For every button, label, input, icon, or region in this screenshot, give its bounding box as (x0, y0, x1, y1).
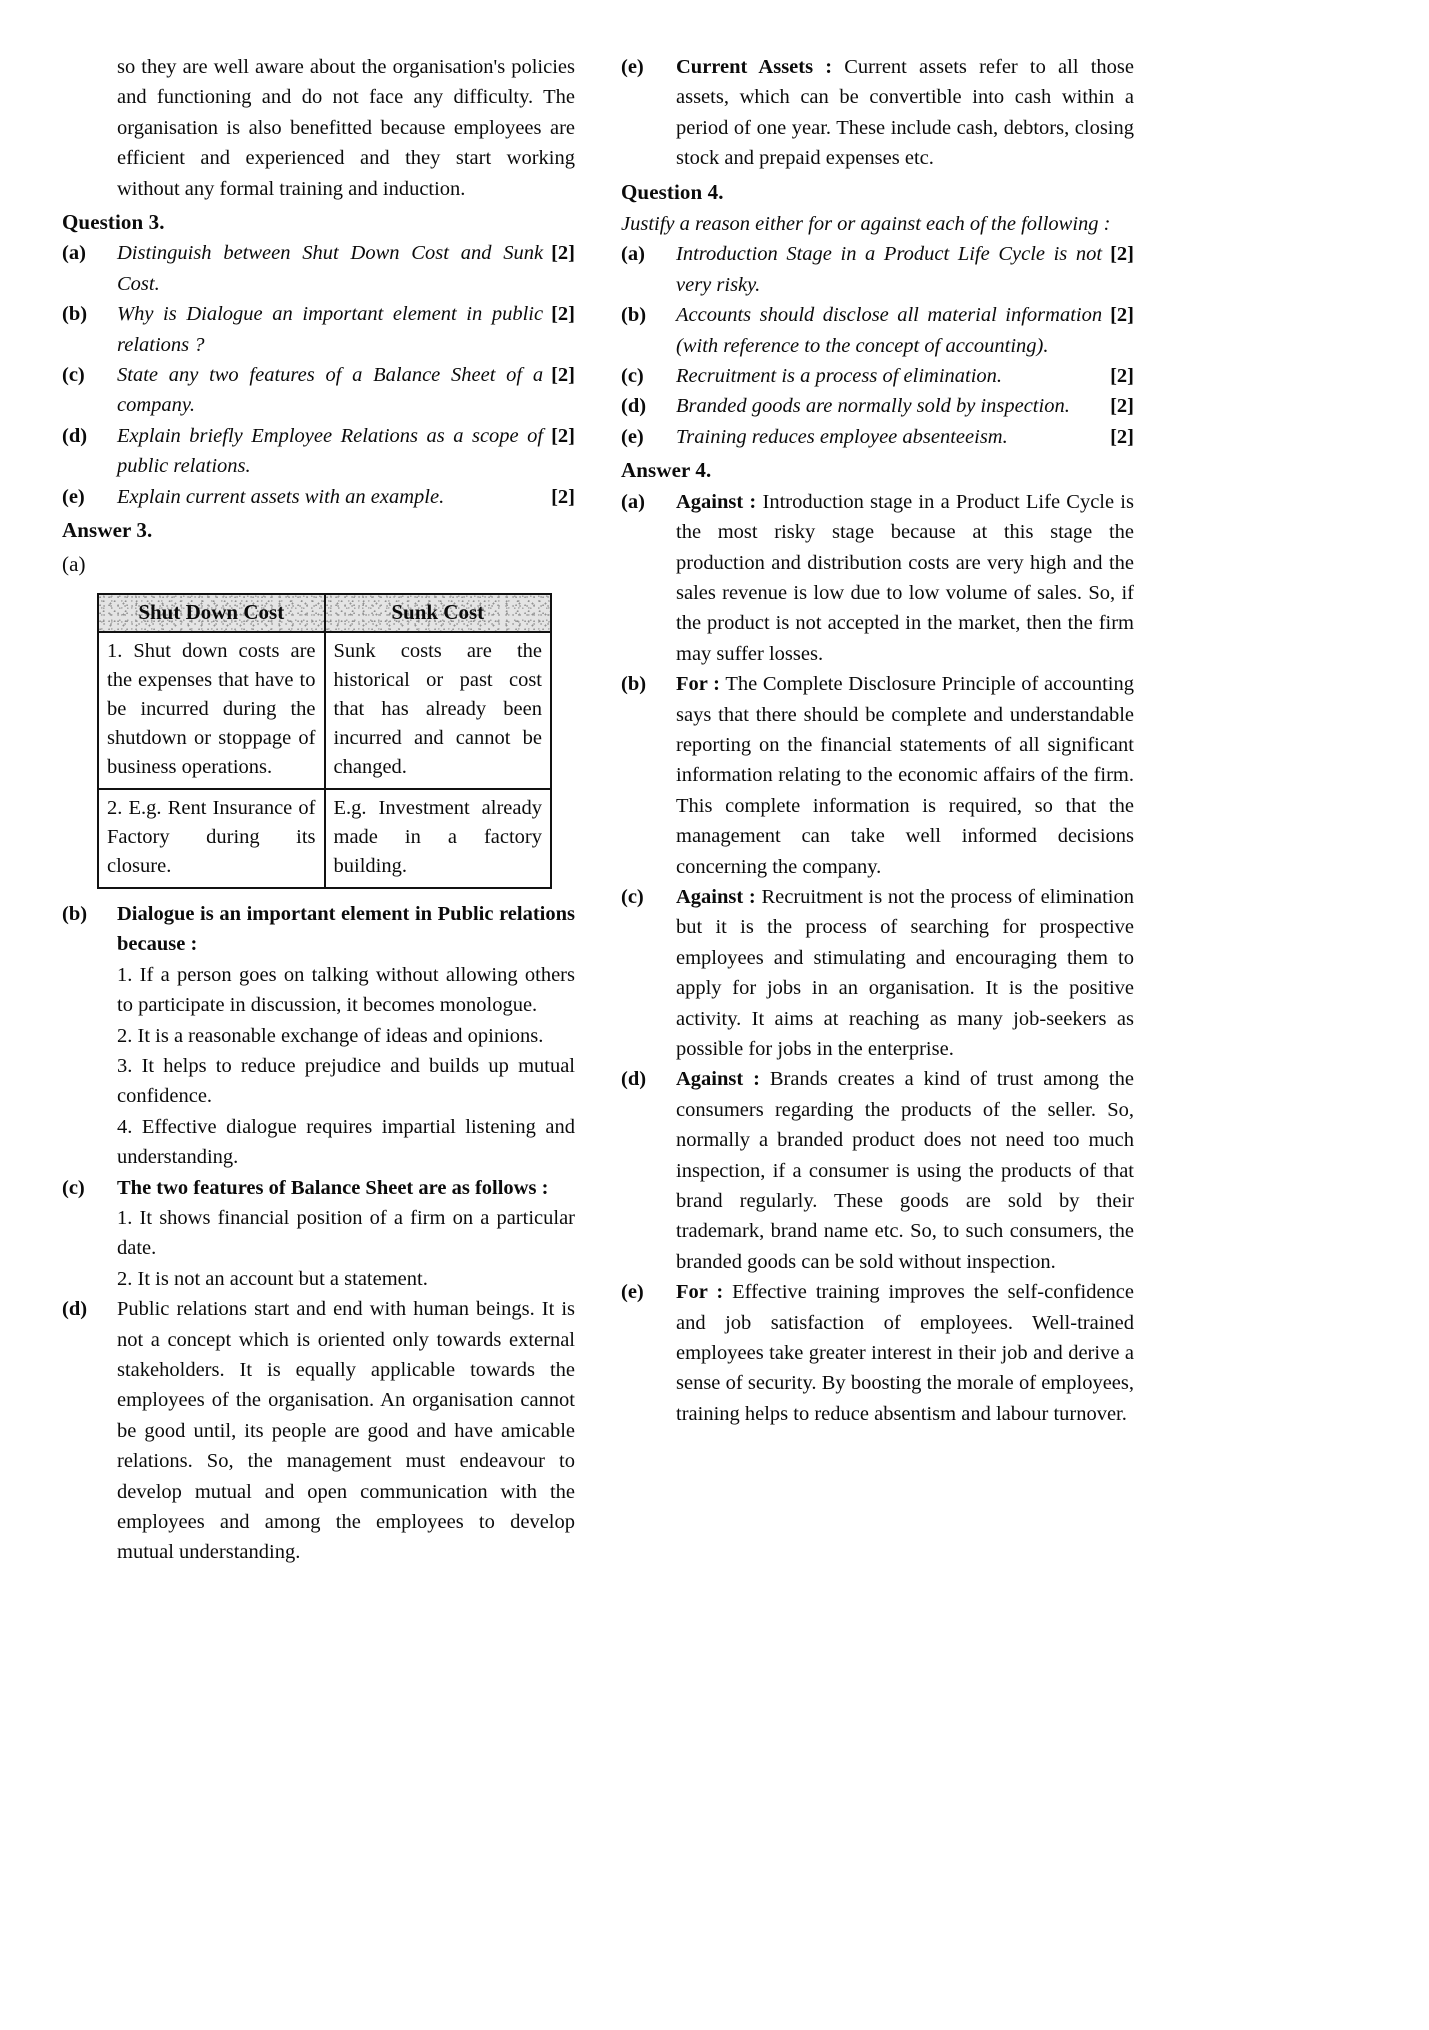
marks-badge: [2] (1110, 365, 1134, 388)
table-cell: 1. Shut down costs are the expenses that have to be incurred during the shutdown or stoppage of business operations. (98, 632, 325, 789)
question-3-heading: Question 3. (62, 210, 165, 235)
marks-badge: [2] (551, 303, 575, 326)
shut-down-vs-sunk-cost-table (97, 593, 552, 889)
marks-badge: [2] (1110, 304, 1134, 327)
table-cell: Sunk costs are the historical or past cost that has already been incurred and cannot be changed. (325, 632, 552, 789)
table-cell: E.g. Investment already made in a factory building. (325, 789, 552, 888)
answer-3-b-points (62, 960, 575, 1173)
item-text (676, 487, 1134, 669)
item-label: (d) (62, 1298, 88, 1321)
item-text (117, 299, 575, 360)
answer-3-d (62, 1294, 575, 1568)
answer-3-d-text: Public relations start and end with human beings. It is not a concept which is oriented only towards external stakeholders. It is equally applicable towards the employees of the organisation. An organisation cannot be good until, its people are good and have amicable relations. So, the management must endeavour to develop mutual and open communication with the employees and among the employees to develop mutual understanding. (117, 1298, 575, 1564)
item-text (117, 482, 575, 512)
answer-4-item-c (621, 882, 1134, 1064)
item-text (676, 1064, 1134, 1277)
answer-3-c-heading: The two features of Balance Sheet are as follows : (117, 1176, 549, 1199)
comparison-table-wrapper (62, 593, 575, 889)
answer-3-a-label: (a) (62, 551, 86, 576)
table-header-row (98, 594, 551, 632)
item-label: (d) (621, 395, 647, 418)
spacer (62, 889, 575, 899)
answer-verdict: Against : (676, 1068, 760, 1091)
item-text (676, 669, 1134, 882)
item-body-text: Accounts should disclose all material information (with reference to the concept of accounting). (676, 304, 1103, 357)
item-label: (e) (621, 1281, 644, 1304)
list-item: 3. It helps to reduce prejudice and builds up mutual confidence. (117, 1054, 575, 1108)
answer-2-e (621, 52, 1134, 174)
item-body-text: Why is Dialogue an important element in public relations ? (117, 303, 544, 356)
item-label: (e) (62, 485, 85, 508)
question-4-item-c (621, 361, 1134, 391)
marks-badge: [2] (551, 485, 575, 508)
list-item: 1. If a person goes on talking without allowing others to participate in discussion, it becomes monologue. (117, 963, 575, 1017)
item-label: (b) (621, 304, 647, 327)
item-body-text: Explain current assets with an example. (117, 485, 445, 508)
item-text (676, 422, 1134, 452)
item-label: (e) (621, 56, 644, 78)
answer-2-e-text (676, 52, 1134, 174)
item-label: (a) (621, 490, 645, 513)
answer-verdict: Against : (676, 490, 757, 513)
answer-3-c (62, 1173, 575, 1203)
answer-verdict: For : (676, 1281, 724, 1304)
answer-3-c-points (62, 1203, 575, 1294)
list-item: 2. It is a reasonable exchange of ideas and opinions. (117, 1024, 544, 1047)
table-header-sunk-cost: Sunk Cost (325, 594, 552, 632)
item-text (117, 238, 575, 299)
list-item: 1. It shows financial position of a firm on a particular date. (117, 1206, 575, 1260)
question-3-item-e (62, 482, 575, 512)
item-label: (a) (62, 242, 86, 265)
answer-2-e-body: Current assets refer to all those assets, which can be convertible into cash within a period of one year. These include cash, debtors, closing stock and prepaid expenses etc. (676, 56, 1134, 170)
two-column-layout (62, 52, 1367, 2010)
question-4-item-b (621, 300, 1134, 361)
item-label: (d) (621, 1068, 647, 1091)
question-4-heading: Question 4. (621, 179, 724, 204)
item-text (676, 882, 1134, 1064)
item-body-text: State any two features of a Balance Sheet of a company. (117, 364, 544, 417)
item-text (676, 391, 1134, 421)
question-3-item-d (62, 421, 575, 482)
continued-paragraph: so they are well aware about the organisation's policies and functioning and do not face any difficulty. The organisation is also benefitted because employees are efficient and experienced and they start working without any formal training and induction. (117, 56, 575, 200)
table-cell: 2. E.g. Rent Insurance of Factory during its closure. (98, 789, 325, 888)
item-body-text: Explain briefly Employee Relations as a scope of public relations. (117, 424, 544, 478)
question-4-item-e (621, 422, 1134, 452)
answer-verdict: For : (676, 673, 721, 696)
item-label: (d) (62, 424, 88, 447)
item-label: (c) (621, 365, 644, 388)
item-label: (a) (621, 243, 645, 266)
item-text (117, 421, 575, 482)
item-text (117, 360, 575, 421)
item-label: (b) (62, 303, 88, 326)
item-body-text: The Complete Disclosure Principle of accounting says that there should be complete and understandable reporting on the financial statements of all significant information relating to the economic affairs of the firm. This complete information is required, so that the management can take well informed decisions concerning the company. (676, 673, 1134, 878)
item-body-text: Recruitment is not the process of elimination but it is the process of searching for prospective employees and stimulating and encouraging them to apply for jobs in an organisation. It is the positive activity. It aims at reaching as many job-seekers as possible for jobs in the enterprise. (676, 885, 1134, 1060)
item-label: (e) (621, 425, 644, 448)
answer-3-heading: Answer 3. (62, 518, 153, 543)
item-body-text: Effective training improves the self-confidence and job satisfaction of employees. Well-trained employees take greater interest in their job and derive a sense of security. By boosting the morale of employees, training helps to reduce absentism and labour turnover. (676, 1281, 1135, 1425)
table-header-shut-down-cost: Shut Down Cost (98, 594, 325, 632)
answer-4-item-d (621, 1064, 1134, 1277)
item-body-text: Distinguish between Shut Down Cost and Sunk Cost. (117, 242, 544, 295)
item-text (676, 1277, 1134, 1429)
marks-badge: [2] (551, 242, 575, 265)
item-label: (b) (62, 902, 88, 925)
table-body (98, 632, 551, 888)
marks-badge: [2] (1110, 425, 1134, 448)
answer-3-b-heading: Dialogue is an important element in Public relations because : (117, 902, 575, 956)
answer-verdict: Against : (676, 885, 756, 908)
item-text (676, 239, 1134, 300)
item-text (676, 361, 1134, 391)
answer-4-item-e (621, 1277, 1134, 1429)
table-row (98, 632, 551, 789)
item-body-text: Branded goods are normally sold by inspection. (676, 395, 1070, 418)
marks-badge: [2] (1110, 243, 1134, 266)
item-body-text: Introduction Stage in a Product Life Cycle is not very risky. (676, 243, 1103, 296)
list-item: 2. It is not an account but a statement. (117, 1267, 428, 1290)
marks-badge: [2] (1110, 395, 1134, 418)
table-row (98, 789, 551, 888)
left-column (62, 52, 575, 2010)
item-body-text: Recruitment is a process of elimination. (676, 365, 1003, 388)
question-4-lead-in: Justify a reason either for or against each of the following : (621, 213, 1111, 236)
question-3-item-c (62, 360, 575, 421)
question-4-item-d (621, 391, 1134, 421)
question-3-item-a (62, 238, 575, 299)
marks-badge: [2] (551, 364, 575, 387)
item-label: (b) (621, 673, 647, 696)
table-head (98, 594, 551, 632)
item-body-text: Training reduces employee absenteeism. (676, 425, 1008, 448)
marks-badge: [2] (551, 424, 575, 447)
answer-4-item-b (621, 669, 1134, 882)
item-label: (c) (62, 1176, 85, 1199)
right-column (621, 52, 1134, 2010)
item-text (676, 300, 1134, 361)
question-4-item-a (621, 239, 1134, 300)
answer-3-b (62, 899, 575, 960)
question-3-item-b (62, 299, 575, 360)
answer-2-e-lead: Current Assets : (676, 56, 833, 78)
item-label: (c) (621, 885, 644, 908)
list-item: 4. Effective dialogue requires impartial listening and understanding. (117, 1115, 575, 1169)
answer-4-heading: Answer 4. (621, 458, 712, 483)
item-label: (c) (62, 364, 85, 387)
item-body-text: Introduction stage in a Product Life Cycle is the most risky stage because at this stage the production and distribution costs are very high and the sales revenue is low due to low volume of sales. So, if the product is not accepted in the market, then the firm may suffer losses. (676, 490, 1134, 665)
item-body-text: Brands creates a kind of trust among the consumers regarding the products of the seller. So, normally a branded product does not need too much inspection, if a consumer is using the products of that brand regularly. These goods are sold by their trademark, brand name etc. So, to such consumers, the branded goods can be sold without inspection. (676, 1068, 1134, 1273)
answer-4-item-a (621, 487, 1134, 669)
